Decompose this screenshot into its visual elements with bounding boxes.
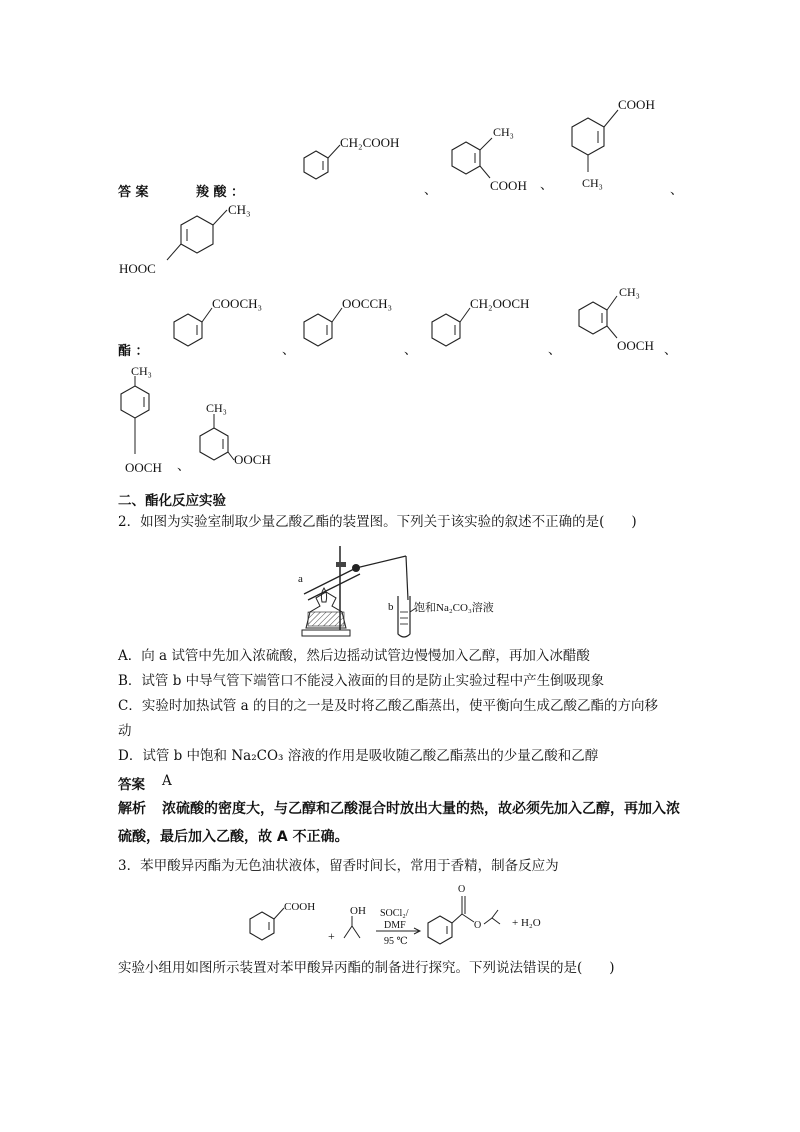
q2-option-d: D．试管 b 中饱和 Na₂CO₃ 溶液的作用是吸收随乙酸乙酯蒸出的少量乙酸和乙醇 — [118, 748, 599, 764]
ester-label: 酯 ： — [118, 344, 149, 359]
q2-option-a: A．向 a 试管中先加入浓硫酸，然后边摇动试管边慢慢加入乙醇，再加入冰醋酸 — [118, 648, 590, 664]
structure-m-tolyl-formate — [192, 398, 292, 474]
product-carbonyl-o: O — [458, 884, 466, 895]
separator: 、 — [282, 343, 296, 358]
structure-o-toluic-acid — [440, 118, 550, 198]
q2-analysis-line2: 硫酸，最后加入乙酸，故 A 不正确。 — [118, 829, 349, 845]
plus-sign: + — [328, 929, 335, 943]
ester4-substituent-top: CH₃ — [619, 285, 640, 299]
reagent-socl2: SOCl₂/ — [380, 908, 409, 919]
structure-methyl-benzoate — [160, 290, 290, 360]
reactant-benzoic-acid: COOH — [284, 901, 316, 913]
acid1-substituent: CH₂COOH — [340, 135, 400, 150]
q2-analysis-line1: 浓硫酸的密度大，与乙醇和乙酸混合时放出大量的热，故必须先加入乙醇，再加入浓 — [162, 801, 680, 817]
acid4-substituent-top: CH₃ — [228, 202, 251, 217]
ester1-substituent: COOCH₃ — [212, 296, 263, 311]
separator: 、 — [424, 183, 438, 198]
q2-stem: 2．如图为实验室制取少量乙酸乙酯的装置图。下列关于该实验的叙述不正确的是( ) — [118, 514, 637, 530]
separator: 、 — [664, 343, 678, 358]
answer-label: 答 案 — [118, 185, 149, 200]
q3-tail: 实验小组用如图所示装置对苯甲酸异丙酯的制备进行探究。下列说法错误的是( ) — [118, 960, 615, 976]
q2-answer-label: 答案 — [118, 777, 145, 793]
ester6-substituent-bottom: OOCH — [234, 452, 271, 467]
label-b: b — [388, 601, 394, 613]
separator: 、 — [177, 459, 191, 474]
ester4-substituent-bottom: OOCH — [617, 338, 654, 353]
q2-option-c-cont: 动 — [118, 723, 132, 739]
acid3-substituent-bottom: CH₃ — [582, 176, 603, 190]
q2-option-c: C．实验时加热试管 a 的目的之一是及时将乙酸乙酯蒸出，使平衡向生成乙酸乙酯的方向移 — [118, 698, 658, 714]
reaction-equation — [240, 878, 570, 948]
acid-label: 羧 酸 ： — [196, 185, 245, 200]
section-heading: 二、酯化反应实验 — [118, 493, 226, 509]
structure-benzyl-formate — [418, 290, 568, 360]
q2-analysis-label: 解析 — [118, 801, 146, 817]
structure-m-toluic-acid — [560, 92, 680, 192]
q3-stem: 3．苯甲酸异丙酯为无色油状液体，留香时间长，常用于香精，制备反应为 — [118, 858, 559, 874]
ester5-substituent-top: CH₃ — [131, 364, 152, 378]
acid4-substituent-bottom: HOOC — [119, 261, 156, 276]
structure-phenyl-acetate — [290, 290, 420, 360]
ester5-substituent-bottom: OOCH — [125, 460, 162, 475]
byproduct-water: + H₂O — [512, 917, 541, 929]
q2-answer-value: A — [162, 773, 172, 789]
separator: 、 — [548, 343, 562, 358]
product-ester-o: O — [474, 920, 482, 931]
apparatus-diagram — [296, 540, 676, 642]
acid2-substituent-top: CH₃ — [493, 125, 514, 139]
label-solution: 饱和Na₂CO₃溶液 — [414, 602, 494, 614]
label-a: a — [298, 573, 303, 585]
reagent-temperature: 95 ℃ — [384, 936, 408, 947]
structure-p-toluic-acid — [115, 198, 275, 278]
reactant-isopropanol: OH — [350, 905, 366, 917]
ester6-substituent-top: CH₃ — [206, 401, 227, 415]
separator: 、 — [540, 178, 554, 193]
separator: 、 — [404, 343, 418, 358]
acid3-substituent-top: COOH — [618, 97, 655, 112]
separator: 、 — [670, 183, 684, 198]
reagent-dmf: DMF — [384, 920, 406, 931]
ester2-substituent: OOCCH₃ — [342, 296, 393, 311]
structure-phenylacetic-acid — [290, 125, 430, 200]
q2-option-b: B．试管 b 中导气管下端管口不能浸入液面的目的是防止实验过程中产生倒吸现象 — [118, 673, 605, 689]
ester3-substituent: CH₂OOCH — [470, 296, 530, 311]
acid2-substituent-bottom: COOH — [490, 178, 527, 193]
